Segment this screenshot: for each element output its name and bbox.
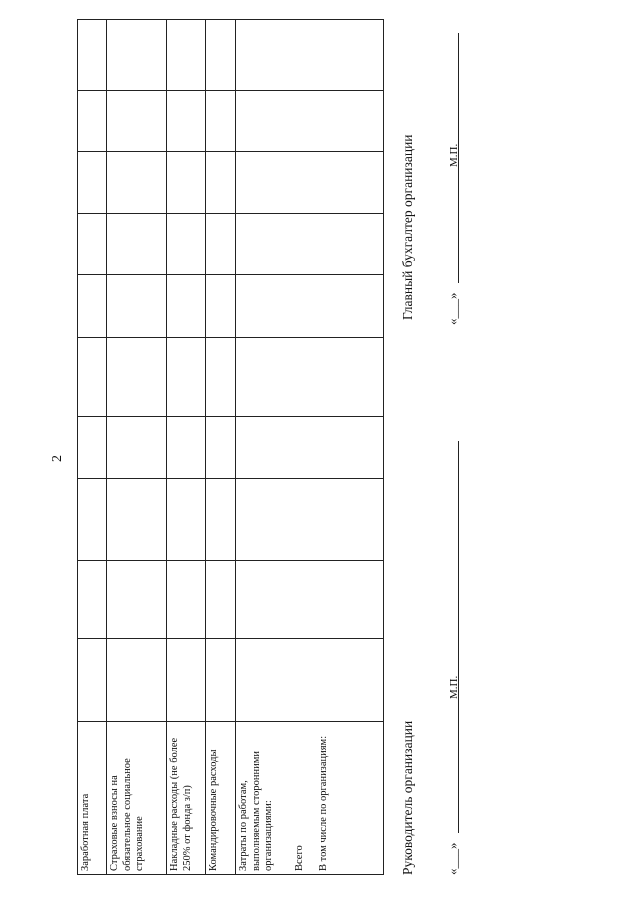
table-row (107, 20, 167, 875)
head-signature-line (458, 441, 459, 833)
table-row (167, 20, 206, 875)
row-label: Накладные расходы (не более 250% от фонда з/п) (167, 722, 206, 875)
head-seal-mark: М.П. (448, 675, 460, 699)
page-number: 2 (50, 455, 65, 462)
table-row (236, 20, 384, 875)
table-row (206, 20, 236, 875)
row-label: Страховые взносы на обязательное социальное страхование (107, 722, 167, 875)
accountant-signature-title: Главный бухгалтер организации (400, 134, 415, 320)
table-row (78, 20, 107, 875)
accountant-date-mark: «___» (445, 292, 460, 325)
head-date-mark: «___» (445, 842, 460, 875)
head-signature-title: Руководитель организации (400, 720, 415, 875)
accountant-seal-mark: М.П. (448, 143, 460, 167)
row-label: Командировочные расходы (206, 722, 236, 875)
row-label: Заработная плата (78, 722, 107, 875)
cost-table (77, 19, 384, 875)
row-label: Затраты по работам, выполняемым сторонними организациями: Всего В том числе по организациям: (236, 722, 384, 875)
